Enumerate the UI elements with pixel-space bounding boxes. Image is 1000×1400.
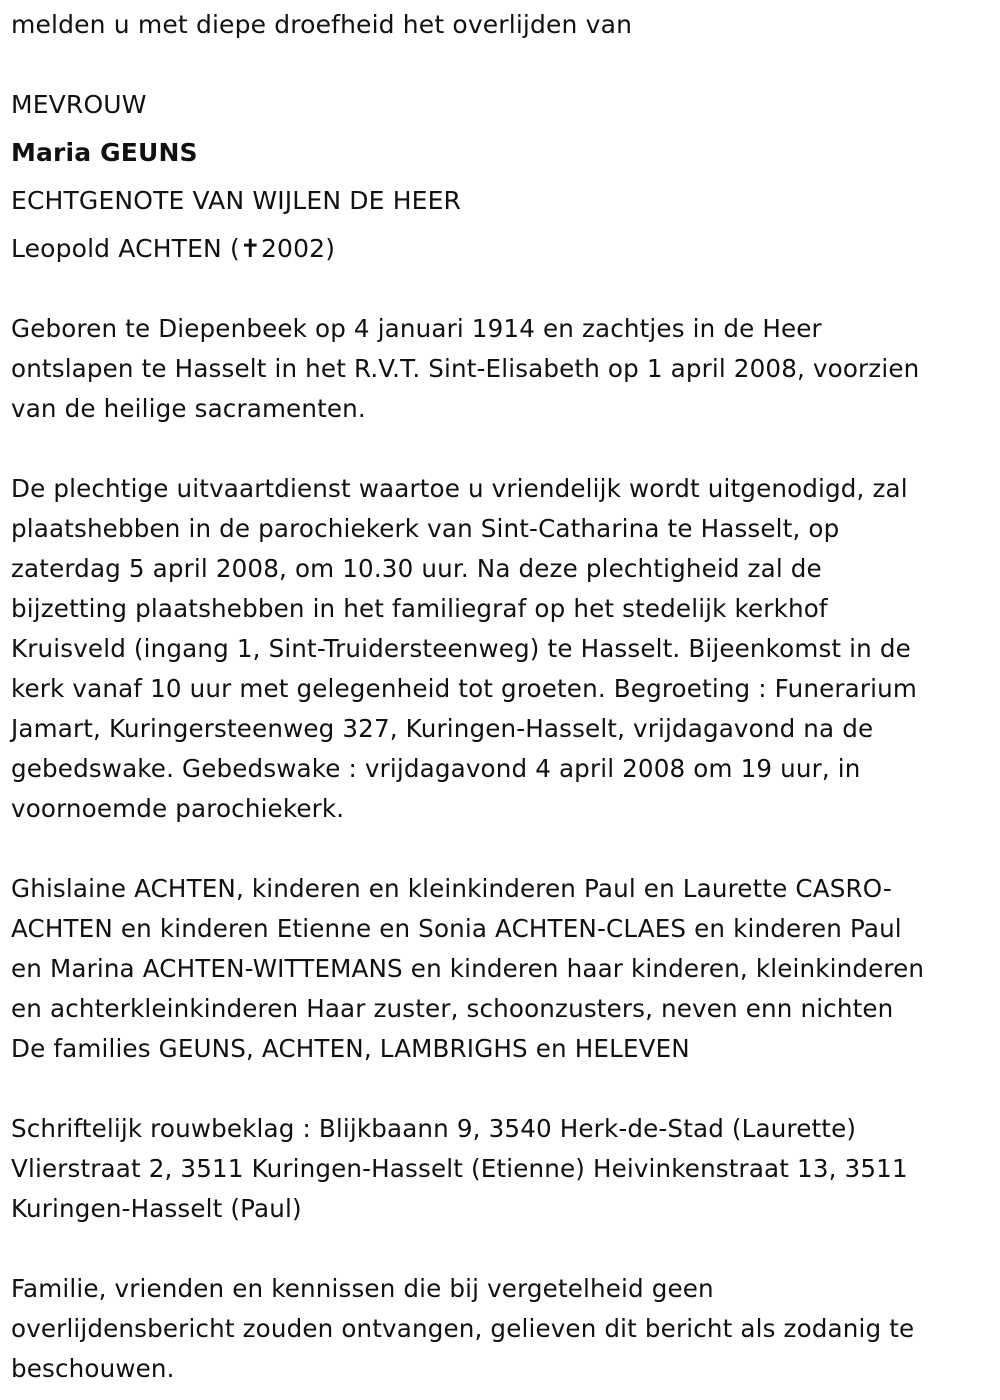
deceased-title: MEVROUW — [11, 90, 147, 119]
text-line: De families GEUNS, ACHTEN, LAMBRIGHS en HELEVEN — [11, 1034, 690, 1063]
text-line: bijzetting plaatshebben in het familiegraf op het stedelijk kerkhof — [11, 594, 828, 623]
text-line: Jamart, Kuringersteenweg 327, Kuringen-Hasselt, vrijdagavond na de — [11, 714, 874, 743]
text-line: De plechtige uitvaartdienst waartoe u vriendelijk wordt uitgenodigd, zal — [11, 474, 908, 503]
paragraph-family — [11, 869, 991, 1069]
text-line: gebedswake. Gebedswake : vrijdagavond 4 april 2008 om 19 uur, in — [11, 754, 861, 783]
paragraph-service — [11, 469, 991, 829]
text-line: Geboren te Diepenbeek op 4 januari 1914 en zachtjes in de Heer — [11, 314, 822, 343]
text-line: Schriftelijk rouwbeklag : Blijkbaann 9, 3540 Herk-de-Stad (Laurette) — [11, 1114, 857, 1143]
paragraph-birth — [11, 309, 991, 429]
text-line: overlijdensbericht zouden ontvangen, gelieven dit bericht als zodanig te — [11, 1314, 915, 1343]
paragraph-closing — [11, 1269, 991, 1389]
intro-line: melden u met diepe droefheid het overlijden van — [11, 10, 633, 39]
text-line: Ghislaine ACHTEN, kinderen en kleinkinderen Paul en Laurette CASRO- — [11, 874, 892, 903]
text-line: zaterdag 5 april 2008, om 10.30 uur. Na deze plechtigheid zal de — [11, 554, 822, 583]
paragraph-condolences — [11, 1109, 991, 1229]
text-line: en Marina ACHTEN-WITTEMANS en kinderen haar kinderen, kleinkinderen — [11, 954, 925, 983]
spouse-label: ECHTGENOTE VAN WIJLEN DE HEER — [11, 186, 462, 215]
text-line: ontslapen te Hasselt in het R.V.T. Sint-Elisabeth op 1 april 2008, voorzien — [11, 354, 920, 383]
text-line: van de heilige sacramenten. — [11, 394, 366, 423]
deceased-name: Maria GEUNS — [11, 138, 198, 167]
text-line: Familie, vrienden en kennissen die bij vergetelheid geen — [11, 1274, 714, 1303]
text-line: voornoemde parochiekerk. — [11, 794, 345, 823]
text-line: plaatshebben in de parochiekerk van Sint-Catharina te Hasselt, op — [11, 514, 840, 543]
text-line: Vlierstraat 2, 3511 Kuringen-Hasselt (Etienne) Heivinkenstraat 13, 3511 — [11, 1154, 908, 1183]
text-line: Kruisveld (ingang 1, Sint-Truidersteenweg) te Hasselt. Bijeenkomst in de — [11, 634, 911, 663]
text-line: en achterkleinkinderen Haar zuster, schoonzusters, neven enn nichten — [11, 994, 894, 1023]
text-line: Kuringen-Hasselt (Paul) — [11, 1194, 302, 1223]
text-line: kerk vanaf 10 uur met gelegenheid tot groeten. Begroeting : Funerarium — [11, 674, 917, 703]
spouse-name: Leopold ACHTEN (✝2002) — [11, 234, 336, 263]
text-line: beschouwen. — [11, 1354, 175, 1383]
text-line: ACHTEN en kinderen Etienne en Sonia ACHTEN-CLAES en kinderen Paul — [11, 914, 902, 943]
